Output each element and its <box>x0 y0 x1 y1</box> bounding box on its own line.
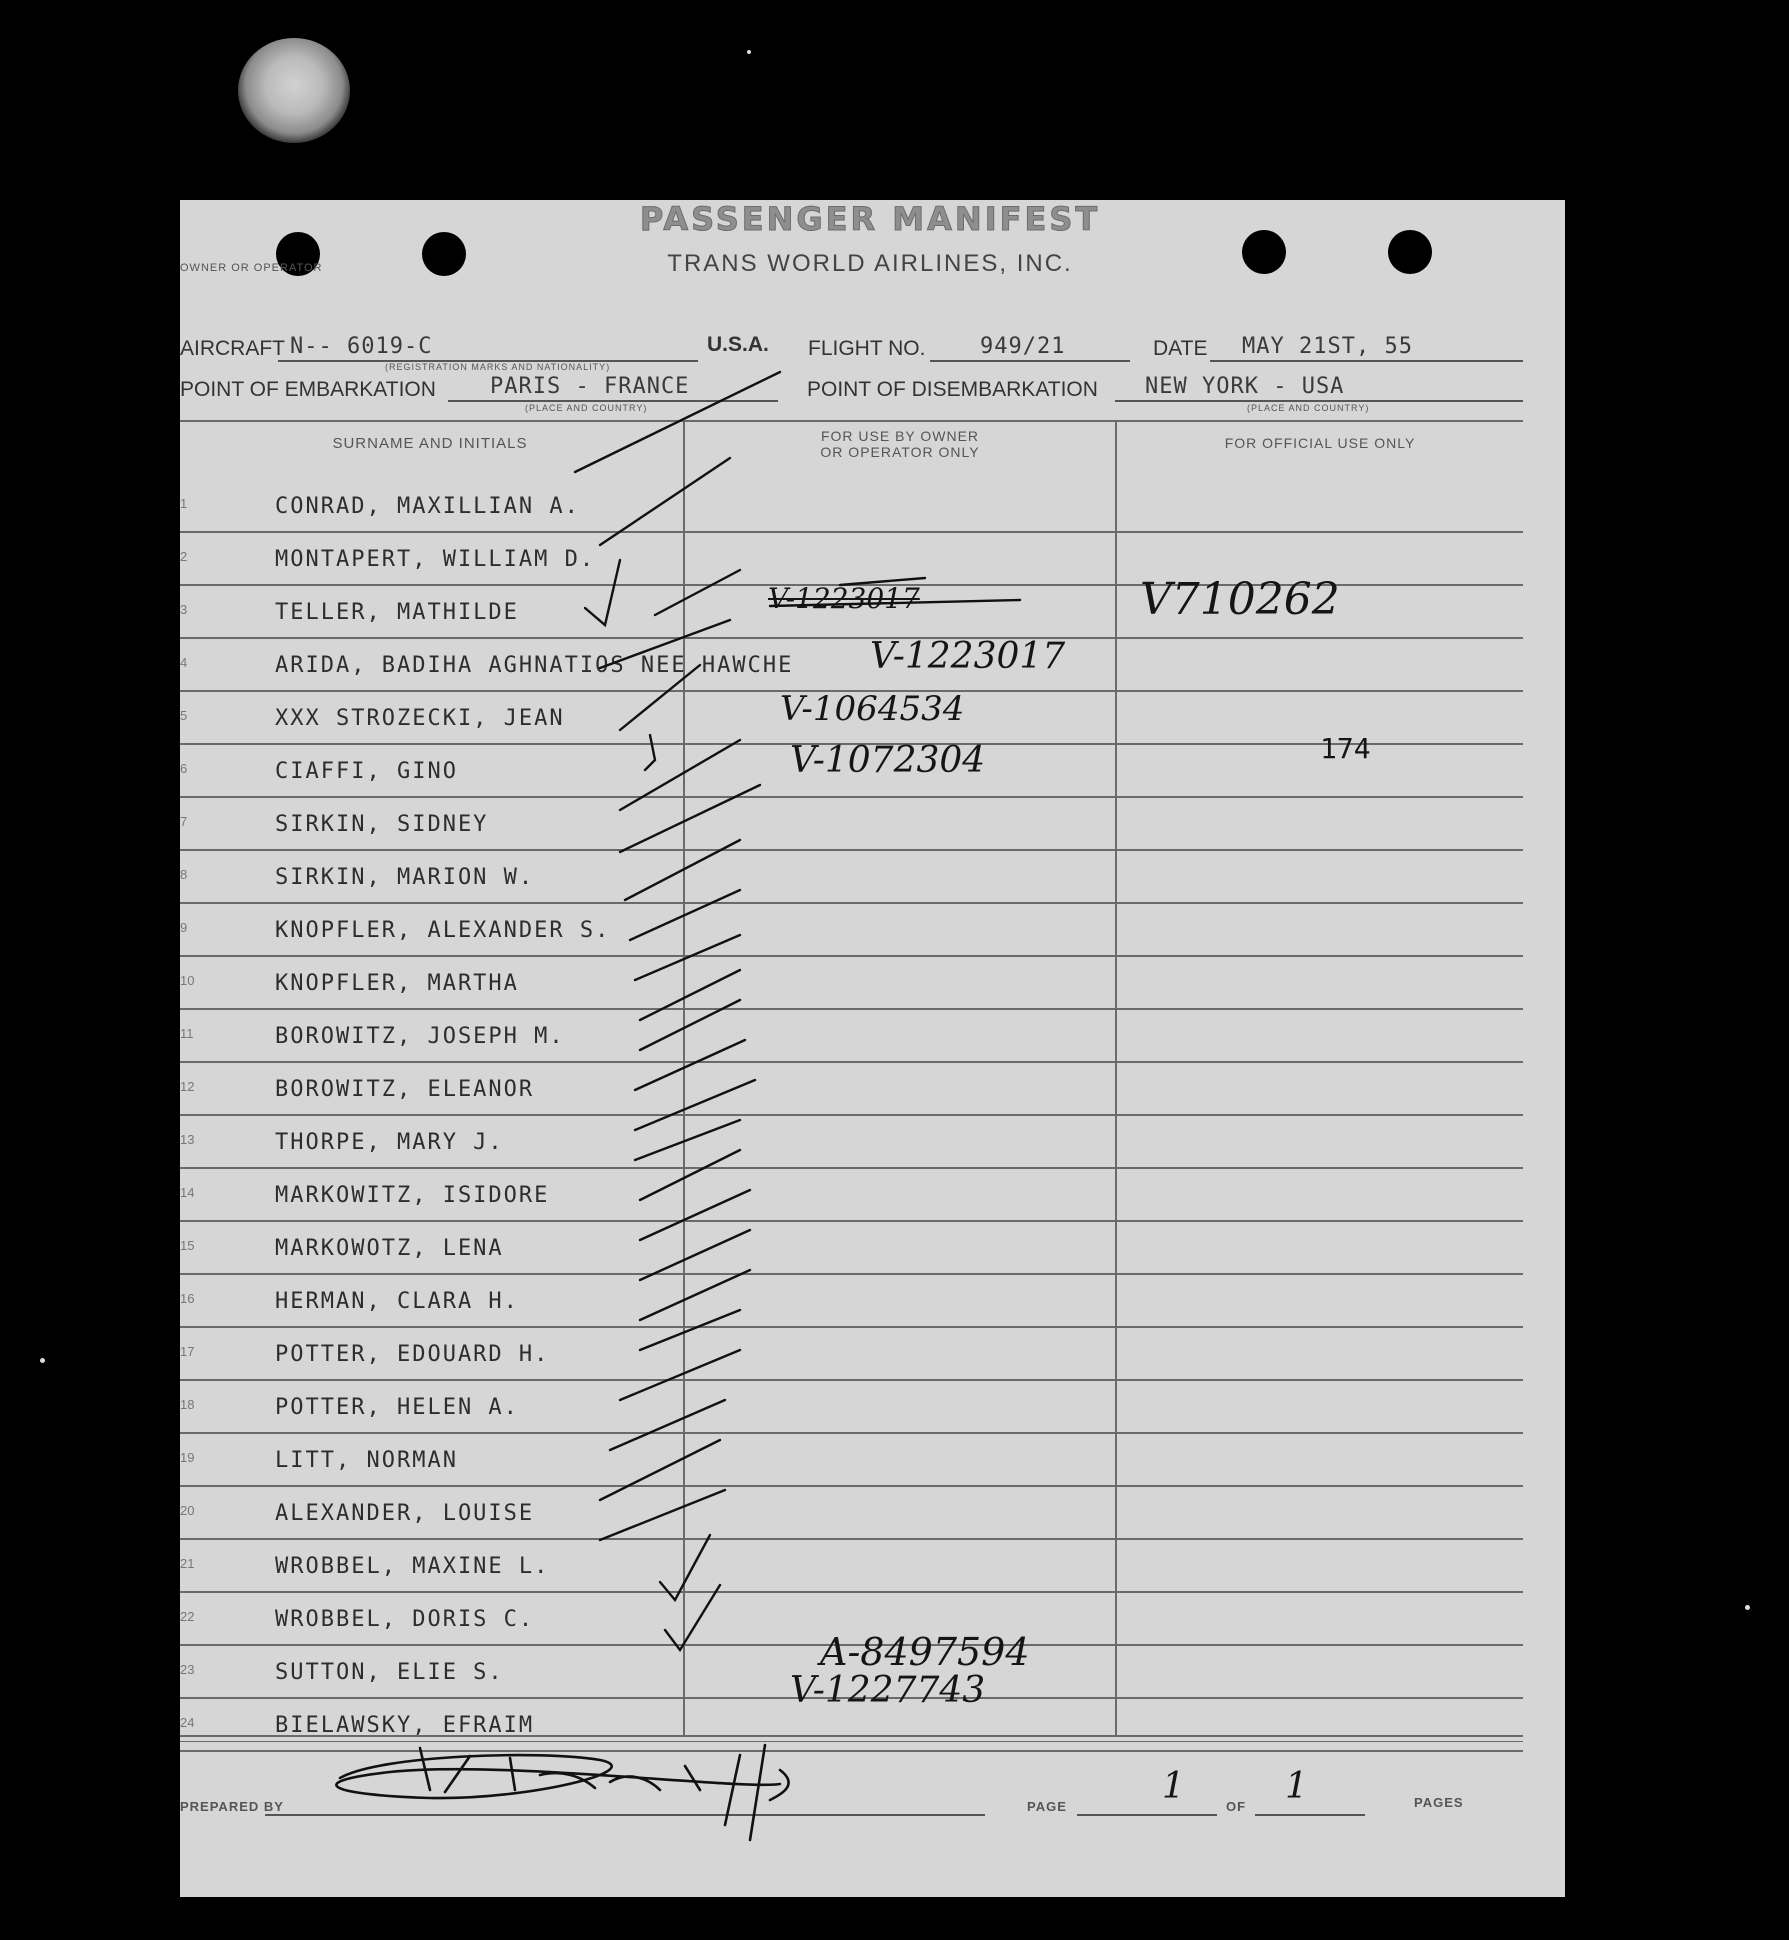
manifest-title: PASSENGER MANIFEST <box>639 200 1101 238</box>
of-label: OF <box>1226 1799 1247 1814</box>
official-note-row3: V710262 <box>1140 574 1340 625</box>
row-number: 2 <box>180 549 188 564</box>
row-number: 10 <box>180 973 195 988</box>
country-code: U.S.A. <box>707 333 769 356</box>
check-mark <box>640 1150 740 1200</box>
row-number: 4 <box>180 655 188 670</box>
aircraft-value: N-- 6019-C <box>290 334 433 359</box>
check-mark <box>600 458 730 545</box>
row-number: 22 <box>180 1609 195 1624</box>
column-header-names: SURNAME AND INITIALS <box>332 435 528 452</box>
passenger-name: ALEXANDER, LOUISE <box>275 1501 535 1526</box>
passenger-name: THORPE, MARY J. <box>275 1130 504 1155</box>
owner-note-row24: V-1227743 <box>790 1670 986 1711</box>
check-mark <box>600 1490 725 1540</box>
check-mark <box>600 1440 720 1500</box>
disembarkation-value: NEW YORK - USA <box>1145 374 1345 399</box>
check-mark <box>645 735 655 770</box>
passenger-name: MARKOWITZ, ISIDORE <box>275 1183 550 1208</box>
row-number: 23 <box>180 1662 195 1677</box>
row-number: 3 <box>180 602 188 617</box>
check-mark <box>640 970 740 1020</box>
speck <box>747 50 751 54</box>
row-number: 16 <box>180 1291 195 1306</box>
handwritten-ink-layer <box>180 200 1565 1897</box>
passenger-name: SUTTON, ELIE S. <box>275 1660 504 1685</box>
embarkation-value: PARIS - FRANCE <box>490 374 690 399</box>
row-number: 18 <box>180 1397 195 1412</box>
owner-label: OWNER OR OPERATOR <box>180 262 323 274</box>
speck <box>40 1358 45 1363</box>
check-mark <box>655 570 740 615</box>
passenger-name: CONRAD, MAXILLIAN A. <box>275 494 580 519</box>
passenger-name: MONTAPERT, WILLIAM D. <box>275 547 596 572</box>
row-number: 21 <box>180 1556 195 1571</box>
passenger-name: KNOPFLER, MARTHA <box>275 971 519 996</box>
row-number: 6 <box>180 761 188 776</box>
passenger-name: KNOPFLER, ALEXANDER S. <box>275 918 611 943</box>
check-mark <box>630 890 740 940</box>
passenger-name: ARIDA, BADIHA AGHNATIOS NEE HAWCHE <box>275 653 794 678</box>
embarkation-label: POINT OF EMBARKATION <box>180 378 436 401</box>
check-mark <box>635 1040 745 1090</box>
check-mark <box>620 1350 740 1400</box>
registration-note: (REGISTRATION MARKS AND NATIONALITY) <box>385 362 611 372</box>
row-number: 5 <box>180 708 188 723</box>
owner-note-row3: V-1223017 <box>768 582 920 615</box>
airline-name: TRANS WORLD AIRLINES, INC. <box>667 250 1073 277</box>
passenger-name: POTTER, EDOUARD H. <box>275 1342 550 1367</box>
row-number: 17 <box>180 1344 195 1359</box>
official-note-row6: 174 <box>1320 732 1371 765</box>
column-header-official: FOR OFFICIAL USE ONLY <box>1224 435 1416 451</box>
manifest-sheet <box>180 200 1565 1897</box>
page-label: PAGE <box>1027 1799 1067 1814</box>
column-header-owner-line2: OR OPERATOR ONLY <box>820 444 980 460</box>
row-number: 1 <box>180 496 188 511</box>
check-mark <box>620 665 700 730</box>
page-value: 1 <box>1162 1766 1185 1807</box>
check-mark <box>610 1400 725 1450</box>
strike-line <box>770 578 1020 606</box>
speck <box>1745 1605 1750 1610</box>
aircraft-label: AIRCRAFT <box>180 337 285 360</box>
check-mark <box>640 1000 740 1050</box>
row-number: 14 <box>180 1185 195 1200</box>
passenger-name: SIRKIN, MARION W. <box>275 865 535 890</box>
signature <box>336 1745 788 1840</box>
check-mark <box>665 1585 720 1650</box>
row-number: 19 <box>180 1450 195 1465</box>
owner-note-row23: A-8497594 <box>820 1630 1030 1674</box>
embarkation-place-note: (PLACE AND COUNTRY) <box>525 403 648 413</box>
passenger-name: BIELAWSKY, EFRAIM <box>275 1713 535 1738</box>
column-header-owner-line1: FOR USE BY OWNER <box>820 428 980 444</box>
row-number: 8 <box>180 867 188 882</box>
passenger-name: POTTER, HELEN A. <box>275 1395 519 1420</box>
passenger-name: MARKOWOTZ, LENA <box>275 1236 504 1261</box>
date-value: MAY 21ST, 55 <box>1242 334 1413 359</box>
passenger-name: HERMAN, CLARA H. <box>275 1289 519 1314</box>
check-mark <box>575 372 780 472</box>
disembarkation-place-note: (PLACE AND COUNTRY) <box>1247 403 1370 413</box>
check-mark <box>600 620 730 668</box>
check-mark <box>640 1190 750 1240</box>
passenger-name: WROBBEL, DORIS C. <box>275 1607 535 1632</box>
check-mark <box>660 1535 710 1600</box>
check-marks <box>575 372 1020 1650</box>
passenger-name: LITT, NORMAN <box>275 1448 458 1473</box>
passenger-name: TELLER, MATHILDE <box>275 600 519 625</box>
passenger-name: BOROWITZ, JOSEPH M. <box>275 1024 565 1049</box>
archive-stamp <box>238 38 350 143</box>
row-number: 13 <box>180 1132 195 1147</box>
signature-loop <box>336 1755 780 1798</box>
pages-label: PAGES <box>1414 1795 1464 1810</box>
check-mark <box>635 1120 740 1160</box>
check-mark <box>625 840 740 900</box>
row-number: 24 <box>180 1715 195 1730</box>
passenger-name: SIRKIN, SIDNEY <box>275 812 489 837</box>
flight-label: FLIGHT NO. <box>808 337 926 360</box>
check-mark <box>635 935 740 980</box>
date-label: DATE <box>1153 337 1208 360</box>
check-mark <box>620 785 760 852</box>
row-number: 11 <box>180 1026 194 1041</box>
flight-value: 949/21 <box>980 334 1066 359</box>
passenger-name: CIAFFI, GINO <box>275 759 458 784</box>
row-number: 15 <box>180 1238 195 1253</box>
owner-note-row4: V-1223017 <box>870 636 1066 677</box>
signature-strokes <box>420 1745 789 1840</box>
owner-note-row6: V-1072304 <box>790 740 986 781</box>
check-mark <box>635 1080 755 1130</box>
passenger-name: XXX STROZECKI, JEAN <box>275 706 565 731</box>
of-value: 1 <box>1285 1766 1308 1807</box>
check-mark <box>620 740 740 810</box>
owner-note-row5: V-1064534 <box>780 689 965 729</box>
row-number: 9 <box>180 920 188 935</box>
check-mark <box>640 1310 740 1350</box>
check-mark <box>585 560 620 625</box>
row-number: 7 <box>180 814 188 829</box>
row-number: 12 <box>180 1079 195 1094</box>
row-number: 20 <box>180 1503 195 1518</box>
disembarkation-label: POINT OF DISEMBARKATION <box>807 378 1098 401</box>
check-mark <box>640 1230 750 1280</box>
passenger-name: WROBBEL, MAXINE L. <box>275 1554 550 1579</box>
passenger-name: BOROWITZ, ELEANOR <box>275 1077 535 1102</box>
prepared-label: PREPARED BY <box>180 1799 284 1814</box>
